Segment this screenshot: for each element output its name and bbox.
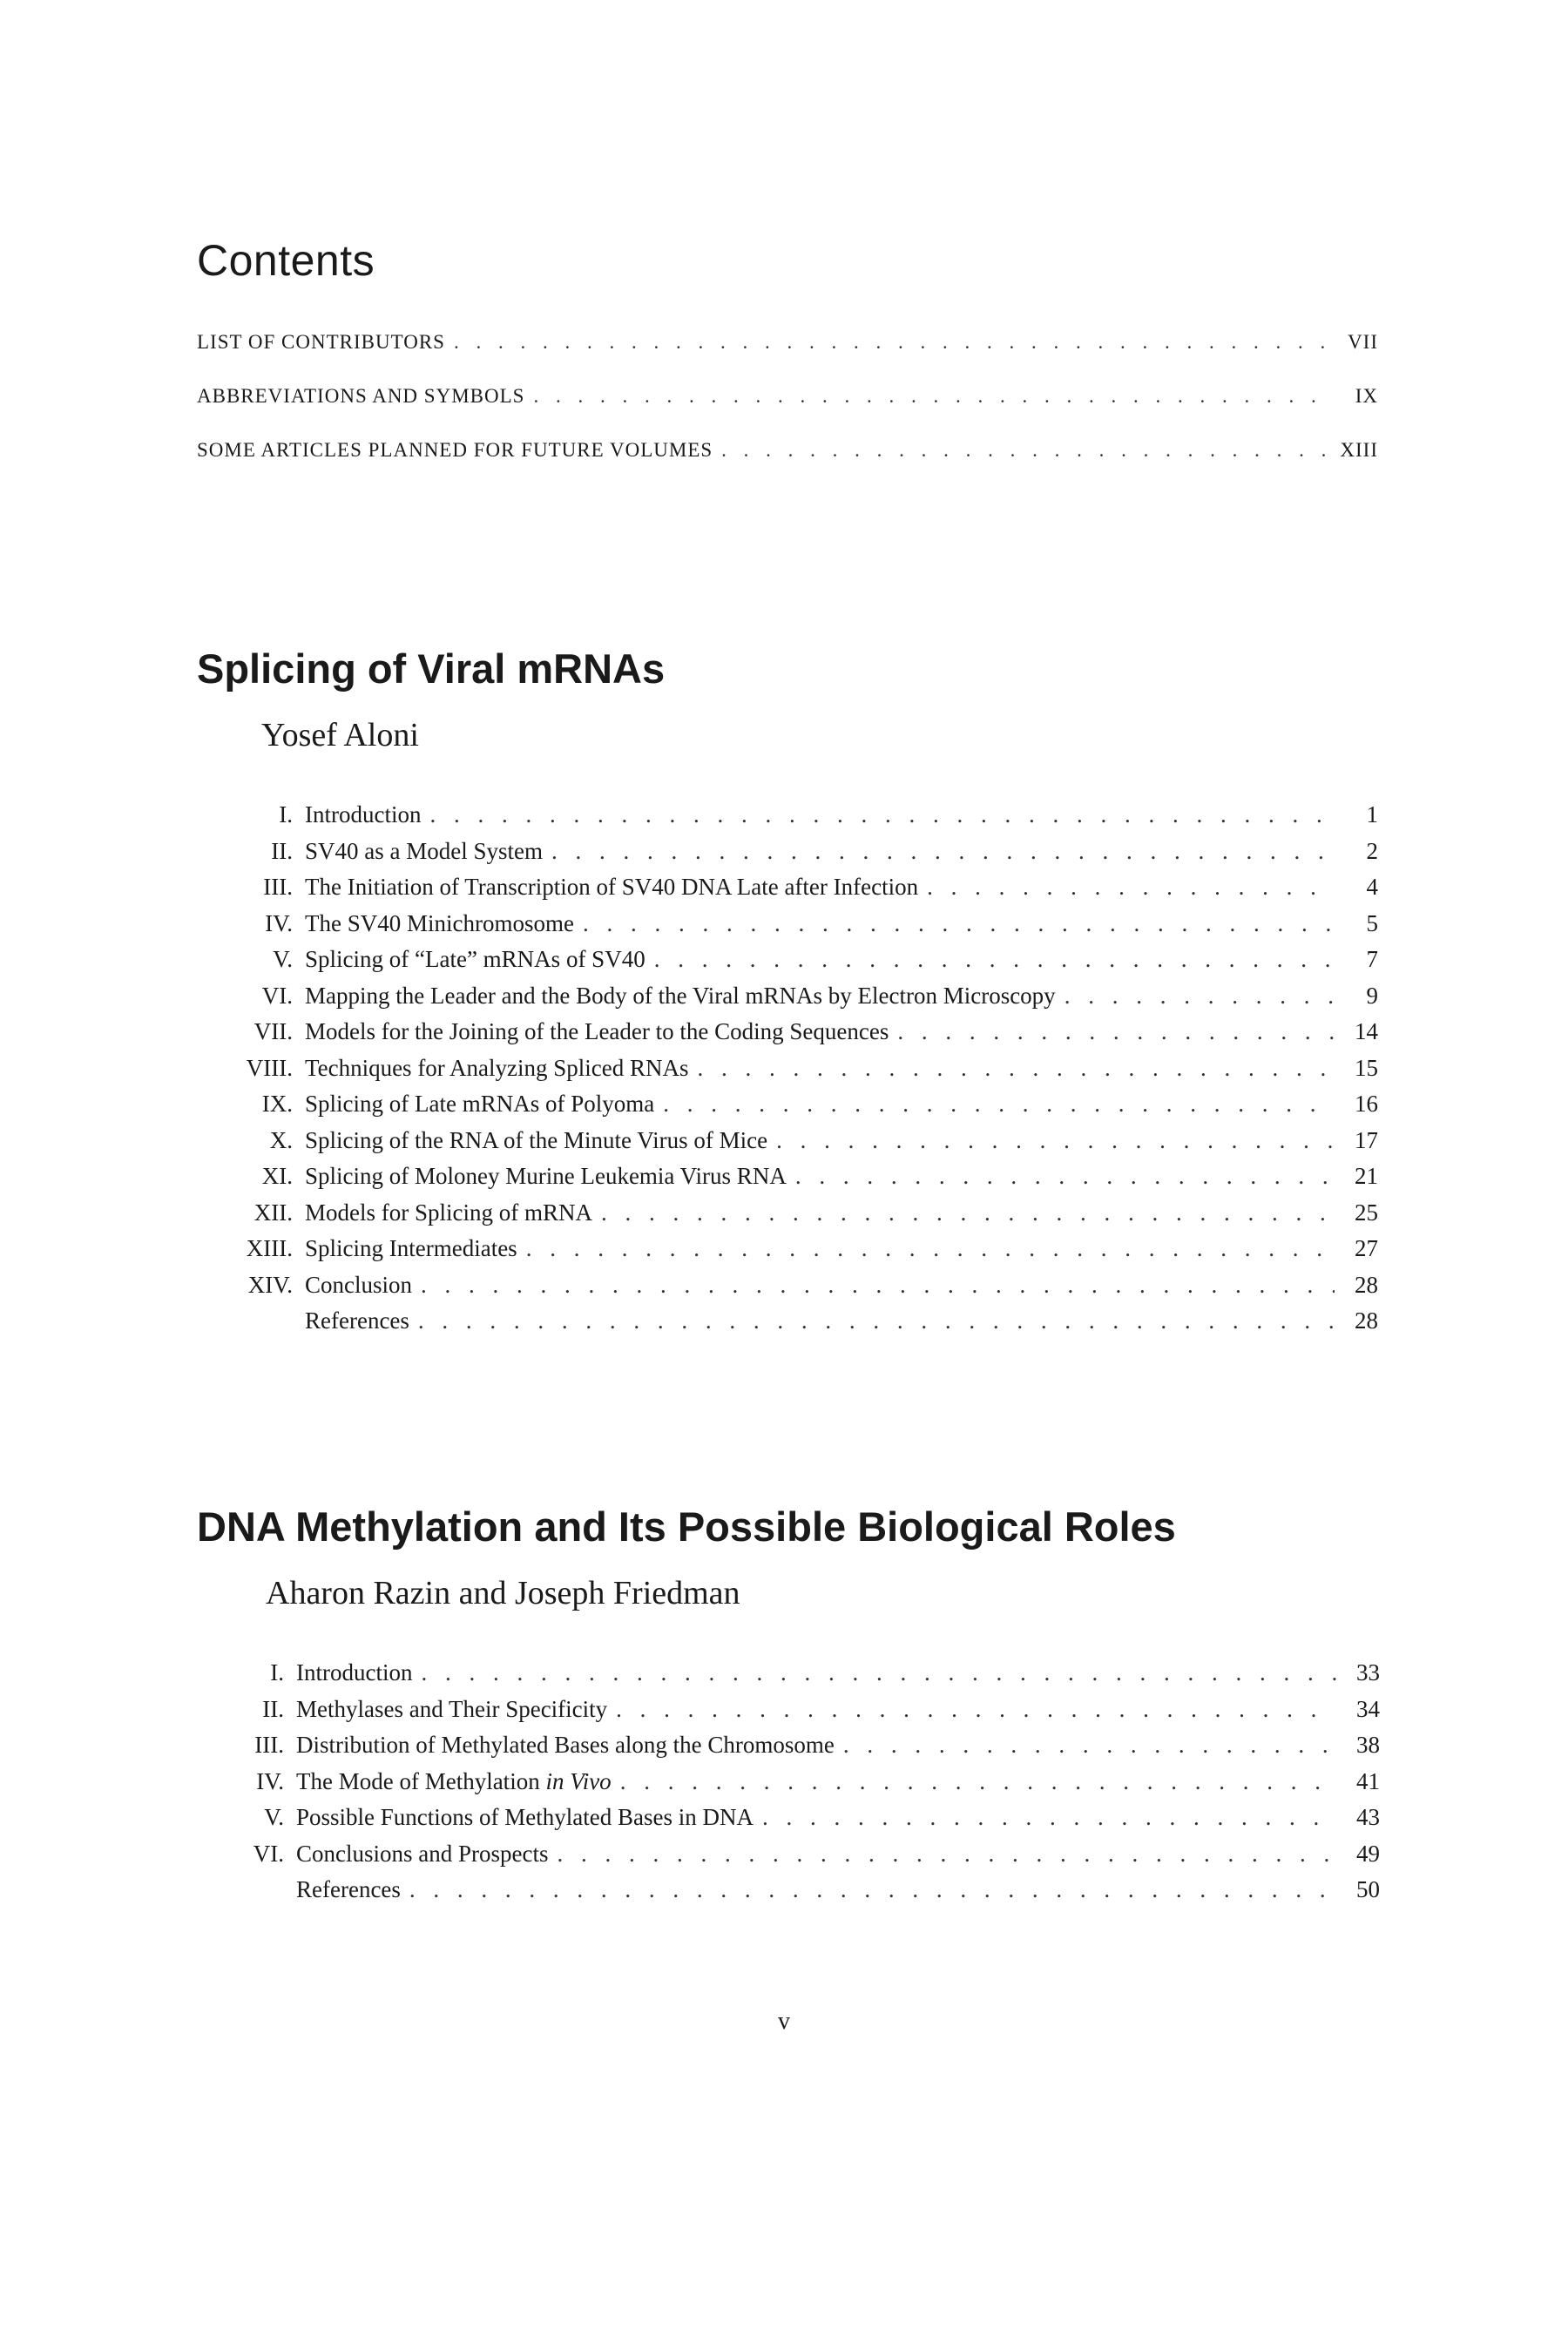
- toc-entry[interactable]: [206, 1876, 1380, 1913]
- dot-leader: [533, 385, 1335, 408]
- toc-entry[interactable]: [197, 331, 1378, 385]
- toc-entry[interactable]: [197, 385, 1378, 439]
- toc-entry[interactable]: [206, 838, 1378, 875]
- section-title: Splicing of the RNA of the Minute Virus of Mice: [305, 1126, 768, 1153]
- page-number: v: [778, 2008, 790, 2035]
- toc-entry[interactable]: [206, 1055, 1378, 1091]
- section-title: Techniques for Analyzing Spliced RNAs: [305, 1054, 689, 1081]
- section-page: 14: [1355, 1018, 1378, 1044]
- section-title: References: [296, 1876, 401, 1902]
- article-section-list: [206, 1659, 1380, 1913]
- section-title: The SV40 Minichromosome: [305, 909, 574, 936]
- toc-entry[interactable]: [206, 946, 1378, 983]
- section-title: Distribution of Methylated Bases along the Chromosome: [296, 1732, 835, 1758]
- dot-leader: [843, 1732, 1336, 1759]
- toc-entry[interactable]: [206, 1091, 1378, 1127]
- page-title: Contents: [197, 236, 375, 285]
- section-title-main: The Mode of Methylation: [296, 1767, 546, 1794]
- toc-entry[interactable]: [206, 1696, 1380, 1733]
- section-title: Models for the Joining of the Leader to the Coding Sequences: [305, 1018, 889, 1044]
- section-title: Splicing of Late mRNAs of Polyoma: [305, 1091, 655, 1117]
- section-page: 50: [1356, 1876, 1380, 1902]
- toc-entry[interactable]: [206, 1235, 1378, 1272]
- dot-leader: [421, 1272, 1335, 1299]
- dot-leader: [654, 946, 1335, 973]
- section-number: II.: [271, 837, 293, 864]
- section-number: III.: [254, 1732, 284, 1758]
- section-title: The Initiation of Transcription of SV40 DNA Late after Infection: [305, 874, 919, 900]
- section-number: X.: [269, 1126, 293, 1153]
- section-number: IV.: [265, 909, 293, 936]
- dot-leader: [551, 838, 1335, 865]
- section-number: I.: [270, 1659, 284, 1686]
- section-number: V.: [273, 946, 293, 972]
- dot-leader: [616, 1696, 1336, 1723]
- toc-entry[interactable]: [206, 1732, 1380, 1768]
- section-title-emphasis: in Vivo: [545, 1767, 612, 1794]
- dot-leader: [762, 1804, 1336, 1831]
- section-page: 5: [1366, 909, 1378, 936]
- section-page: 25: [1355, 1199, 1378, 1226]
- toc-entry[interactable]: [206, 1804, 1380, 1841]
- toc-entry[interactable]: [206, 1307, 1378, 1344]
- section-number: V.: [264, 1804, 284, 1830]
- front-matter-list: [197, 331, 1378, 493]
- article-authors: Yosef Aloni: [261, 717, 419, 753]
- section-number: VII.: [253, 1018, 293, 1044]
- section-number: XII.: [253, 1199, 293, 1226]
- dot-leader: [663, 1091, 1335, 1118]
- toc-entry[interactable]: [206, 1659, 1380, 1696]
- toc-entry-title: SOME ARTICLES PLANNED FOR FUTURE VOLUMES: [197, 439, 713, 461]
- section-page: 7: [1366, 946, 1378, 972]
- section-title: References: [305, 1307, 409, 1334]
- toc-entry[interactable]: [197, 439, 1378, 493]
- toc-entry-page: IX: [1355, 385, 1378, 407]
- section-title: Splicing Intermediates: [305, 1235, 517, 1261]
- dot-leader: [601, 1199, 1335, 1226]
- section-number: I.: [279, 801, 293, 828]
- section-page: 15: [1355, 1054, 1378, 1081]
- section-page: 34: [1356, 1695, 1380, 1722]
- section-number: III.: [263, 874, 293, 900]
- section-title: Introduction: [305, 801, 422, 828]
- section-number: XIV.: [247, 1271, 293, 1298]
- section-page: 4: [1366, 874, 1378, 900]
- toc-entry-page: VII: [1348, 331, 1378, 353]
- dot-leader: [795, 1163, 1335, 1190]
- section-page: 49: [1356, 1840, 1380, 1867]
- section-number: II.: [262, 1695, 284, 1722]
- section-page: 28: [1355, 1307, 1378, 1334]
- toc-entry[interactable]: [206, 1768, 1380, 1805]
- section-title: Introduction: [296, 1659, 413, 1686]
- toc-entry[interactable]: [206, 1018, 1378, 1055]
- toc-entry-page: XIII: [1340, 439, 1378, 461]
- dot-leader: [698, 1055, 1335, 1082]
- dot-leader: [721, 439, 1331, 462]
- dot-leader: [583, 910, 1335, 937]
- section-title: Conclusion: [305, 1271, 413, 1298]
- section-title: SV40 as a Model System: [305, 837, 543, 864]
- section-number: IV.: [256, 1767, 284, 1794]
- section-title: Splicing of “Late” mRNAs of SV40: [305, 946, 645, 972]
- section-page: 28: [1355, 1271, 1378, 1298]
- dot-leader: [776, 1127, 1335, 1154]
- toc-entry[interactable]: [206, 1163, 1378, 1199]
- section-page: 2: [1366, 837, 1378, 864]
- section-page: 43: [1356, 1804, 1380, 1830]
- dot-leader: [409, 1876, 1336, 1903]
- section-page: 41: [1356, 1767, 1380, 1794]
- dot-leader: [927, 874, 1335, 901]
- section-page: 9: [1366, 982, 1378, 1009]
- dot-leader: [1064, 983, 1335, 1010]
- dot-leader: [429, 801, 1335, 828]
- toc-entry-title: LIST OF CONTRIBUTORS: [197, 331, 445, 353]
- dot-leader: [421, 1659, 1336, 1686]
- section-number: XIII.: [246, 1235, 293, 1261]
- dot-leader: [418, 1307, 1335, 1334]
- dot-leader: [620, 1768, 1336, 1795]
- toc-entry[interactable]: [206, 874, 1378, 910]
- section-title: Models for Splicing of mRNA: [305, 1199, 592, 1226]
- toc-entry[interactable]: [206, 983, 1378, 1019]
- article-section-list: [206, 801, 1378, 1344]
- section-title: Mapping the Leader and the Body of the Viral mRNAs by Electron Microscopy: [305, 982, 1056, 1009]
- section-number: VI.: [253, 1840, 284, 1867]
- toc-entry[interactable]: [206, 1127, 1378, 1164]
- toc-entry-title: ABBREVIATIONS AND SYMBOLS: [197, 385, 525, 407]
- toc-entry[interactable]: [206, 801, 1378, 838]
- section-title: Possible Functions of Methylated Bases in DNA: [296, 1804, 754, 1830]
- toc-entry[interactable]: [206, 1199, 1378, 1236]
- toc-entry[interactable]: [206, 910, 1378, 947]
- section-page: 33: [1356, 1659, 1380, 1686]
- section-page: 17: [1355, 1126, 1378, 1153]
- section-title: [296, 1768, 612, 1795]
- section-title: Conclusions and Prospects: [296, 1840, 549, 1867]
- dot-leader: [558, 1841, 1337, 1868]
- section-page: 16: [1355, 1091, 1378, 1117]
- section-page: 1: [1366, 801, 1378, 828]
- dot-leader: [526, 1235, 1335, 1262]
- toc-entry[interactable]: [206, 1841, 1380, 1877]
- article-title: Splicing of Viral mRNAs: [197, 645, 666, 692]
- dot-leader: [454, 331, 1335, 354]
- section-number: VIII.: [246, 1054, 293, 1081]
- section-page: 27: [1355, 1235, 1378, 1261]
- article-title: DNA Methylation and Its Possible Biological Roles: [197, 1503, 1176, 1550]
- section-page: 38: [1356, 1732, 1380, 1758]
- section-number: VI.: [261, 982, 293, 1009]
- section-number: IX.: [261, 1091, 293, 1117]
- section-number: XI.: [261, 1163, 293, 1189]
- section-title: Methylases and Their Specificity: [296, 1695, 608, 1722]
- section-page: 21: [1355, 1163, 1378, 1189]
- toc-entry[interactable]: [206, 1272, 1378, 1308]
- section-title: Splicing of Moloney Murine Leukemia Virus RNA: [305, 1163, 787, 1189]
- article-authors: Aharon Razin and Joseph Friedman: [266, 1575, 740, 1611]
- dot-leader: [897, 1018, 1335, 1045]
